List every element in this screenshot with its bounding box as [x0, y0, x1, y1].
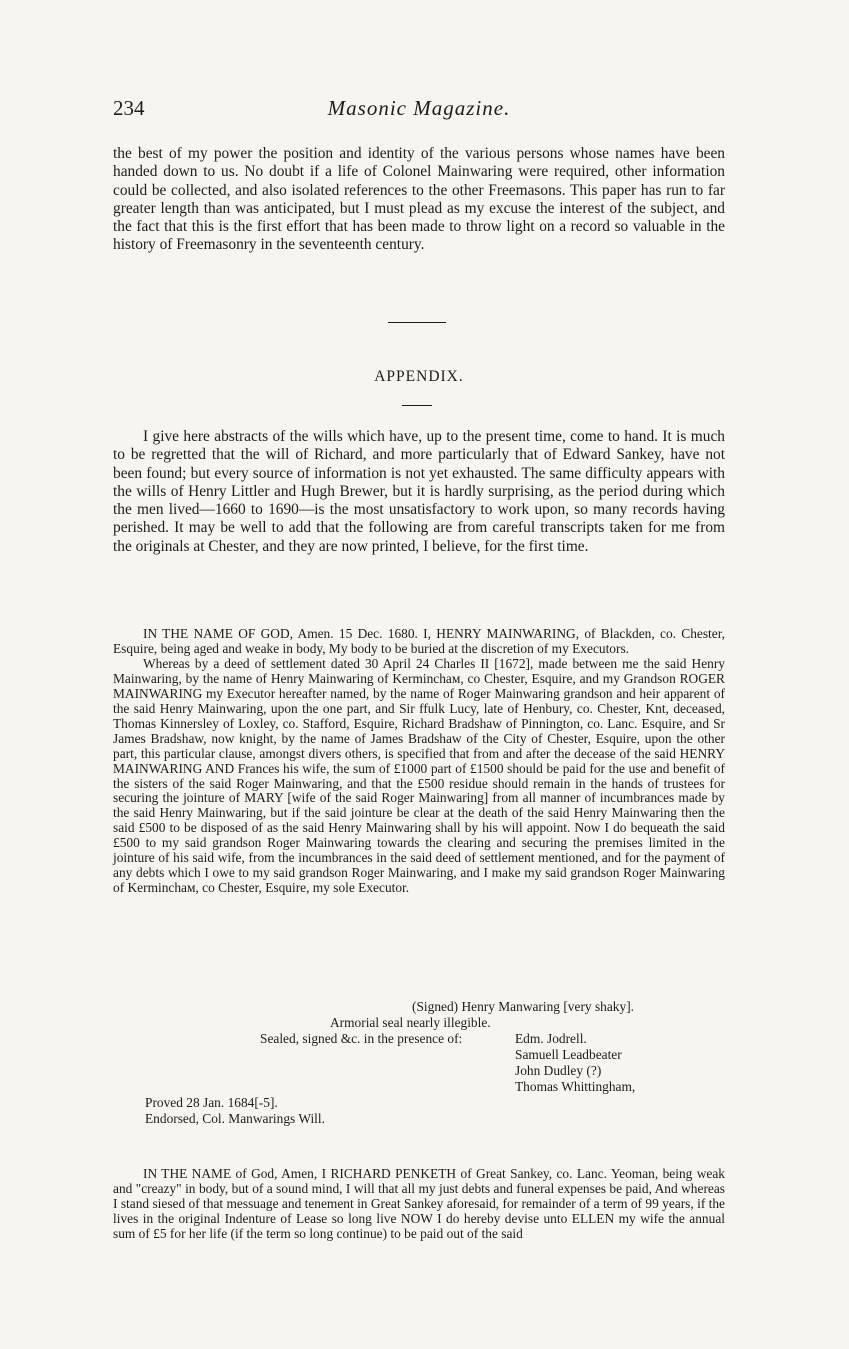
will-mainwaring-body: Whereas by a deed of settlement dated 30 April 24 Charles II [1672], made between me the said Henry Mainwaring, by the name of Henry Mainwaring of Kerminchaм, co Chester, Esquire, and my Grandson ROGER MAINWARING my Executor hereafter named, by the name of Roger Mainwaring grandson and heir apparent of the said Henry Mainwaring, upon the one part, and Sir ffulk Lucy, late of Henbury, co. Chester, Knt, deceased, Thomas Kinnersley of Loxley, co. Stafford, Esquire, Richard Bradshaw of Pinnington, co. Lanc. Esquire, and Sr James Bradshaw, now knight, by the name of James Bradshaw of the City of Chester, Esquire, upon the other part, this particular clause, amongst divers others, is specified that from and after the decease of the said HENRY MAINWARING AND Frances his wife, the sum of £1000 part of £1500 should be paid for the use and benefit of the sisters of the said Roger Mainwaring, and that the £500 residue should remain in the hands of trustees for securing the jointure of MARY [wife of the said Roger Mainwaring] from all manner of incumbrances made by the said Henry Mainwaring, but if the said jointure be clear at the death of the said Henry Mainwaring then the said £500 to be disposed of as the said Henry Mainwaring shall by his will appoint. Now I do bequeath the said £500 to my said grandson Roger Mainwaring towards the clearing and securing the premises limited in the jointure of his said wife, from the incumbrances in the said deed of settlement mentioned, and for the payment of any debts which I owe to my said grandson Roger Mainwaring, and I make my said grandson Roger Mainwaring of Kerminchaм, co Chester, Esquire, my sole Executor.	[113, 655, 725, 896]
will-penketh	[113, 1167, 725, 1242]
appendix-intro	[113, 428, 725, 556]
will-mainwaring-signed: (Signed) Henry Manwaring [very shaky].	[412, 999, 634, 1014]
title-divider	[402, 405, 432, 406]
intro-paragraph	[113, 145, 725, 255]
will-mainwaring-proved: Proved 28 Jan. 1684[-5].	[145, 1095, 278, 1110]
witness-name: Samuell Leadbeater	[515, 1047, 622, 1062]
page-number: 234	[113, 96, 145, 120]
will-mainwaring-presence: Sealed, signed &c. in the presence of:	[260, 1031, 463, 1046]
witness-name: Edm. Jodrell.	[515, 1031, 587, 1046]
witness-name: John Dudley (?)	[515, 1063, 602, 1078]
section-divider	[388, 322, 446, 323]
will-mainwaring-endorsed: Endorsed, Col. Manwarings Will.	[145, 1111, 325, 1126]
intro-paragraph-text: the best of my power the position and identity of the various persons whose names have been handed down to us. No doubt if a life of Colonel Mainwaring were required, other information could be collected, and also isolated references to the other Freemasons. This paper has run to far greater length than was anticipated, but I must plead as my excuse the interest of the subject, and the fact that this is the first effort that has been made to throw light on a record so valuable in the history of Freemasonry in the seventeenth century.	[113, 145, 725, 254]
will-mainwaring-opening: IN THE NAME OF GOD, Amen. 15 Dec. 1680. I, HENRY MAINWARING, of Blackden, co. Chester, Esquire, being aged and weake in body, My body to be buried at the discretion of my Executors.	[113, 626, 725, 656]
running-head: Masonic Magazine.	[327, 96, 511, 120]
appendix-intro-text: I give here abstracts of the wills which have, up to the present time, come to hand. It is much to be regretted that the will of Richard, and more particularly that of Edward Sankey, have not been found; but every source of information is not yet exhausted. The same difficulty appears with the wills of Henry Littler and Hugh Brewer, but it is hardly surprising, as the period during which the men lived—1660 to 1690—is the most unsatisfactory to work upon, so many records having perished. It may be well to add that the following are from careful transcripts taken for me from the originals at Chester, and they are now printed, I believe, for the first time.	[113, 428, 725, 555]
will-mainwaring-seal: Armorial seal nearly illegible.	[330, 1015, 491, 1030]
will-mainwaring	[113, 627, 725, 896]
appendix-title: APPENDIX.	[374, 368, 464, 385]
witness-name: Thomas Whittingham,	[515, 1079, 636, 1094]
page-header	[113, 96, 725, 126]
will-penketh-text: IN THE NAME of God, Amen, I RICHARD PENKETH of Great Sankey, co. Lanc. Yeoman, being weak and "creazy" in body, but of a sound mind, I will that all my just debts and funeral expenses be paid, And whereas I stand siesed of that messuage and tenement in Great Sankey aforesaid, for remainder of a term of 99 years, if the lives in the original Indenture of Lease so long live NOW I do hereby devise unto ELLEN my wife the annual sum of £5 for her life (if the term so long continue) to be paid out of the said	[113, 1166, 725, 1241]
